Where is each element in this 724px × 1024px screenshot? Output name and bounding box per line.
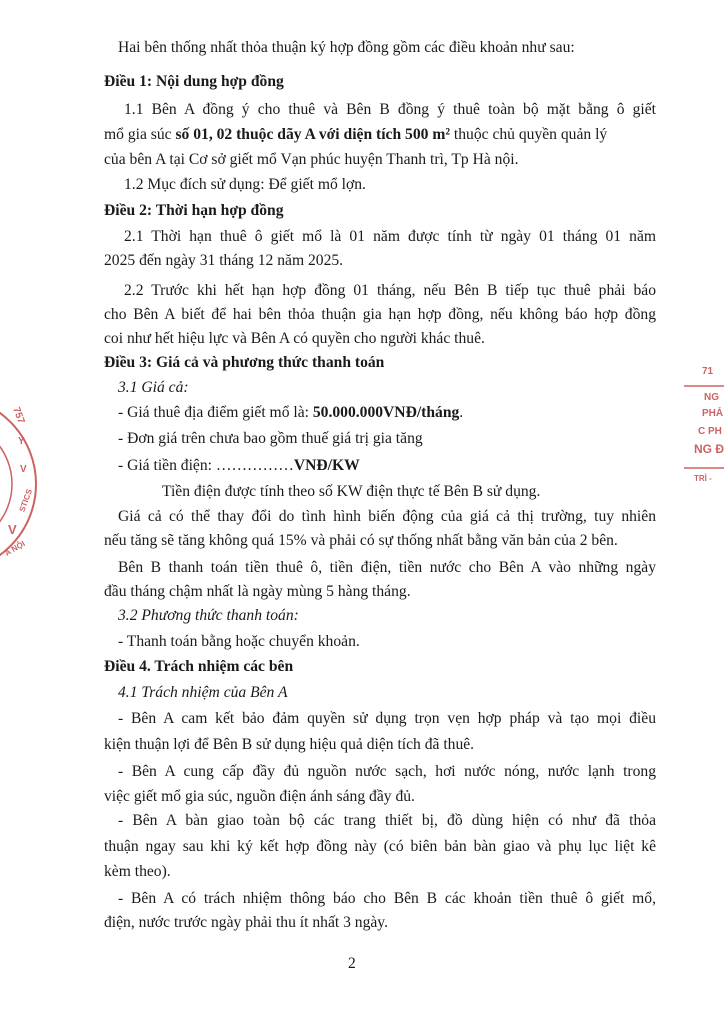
- electricity-note: Tiền điện được tính theo số KW điện thực tế Bên B sử dụng.: [162, 483, 541, 500]
- clause-1-1-line-1: 1.1 Bên A đồng ý cho thuê và Bên B đồng ý thuê toàn bộ mặt bằng ô giết: [124, 101, 656, 118]
- duty-2-line-2: việc giết mổ gia súc, nguồn điện ánh sáng đầy đủ.: [104, 788, 415, 805]
- duty-1-line-2: kiện thuận lợi để Bên B sử dụng hiệu quả diện tích đã thuê.: [104, 736, 475, 753]
- stamp-right-text-4: C PH: [698, 426, 722, 437]
- rent-line: - Giá thuê địa điểm giết mổ là: 50.000.000VNĐ/tháng.: [118, 404, 464, 421]
- intro-line: Hai bên thống nhất thỏa thuận ký hợp đồng gồm các điều khoản như sau:: [118, 39, 575, 56]
- clause-2-2-line-2: cho Bên A biết để hai bên thỏa thuận gia hạn hợp đồng, nếu không báo hợp đồng: [104, 306, 656, 323]
- payment-line-1: Bên B thanh toán tiền thuê ô, tiền điện, tiền nước cho Bên A vào những ngày: [118, 559, 656, 576]
- duty-3-line-1: - Bên A bàn giao toàn bộ các trang thiết bị, đồ dùng hiện có như đã thỏa: [118, 812, 656, 829]
- clause-2-2-line-3: coi như hết hiệu lực và Bên A có quyền cho người khác thuê.: [104, 330, 485, 347]
- electricity-unit: VNĐ/KW: [293, 457, 360, 474]
- stamp-left-text-2: Y: [18, 436, 25, 447]
- article-1-title: Điều 1: Nội dung hợp đồng: [104, 73, 284, 90]
- section-3-2-heading: 3.2 Phương thức thanh toán:: [118, 607, 299, 624]
- price-change-line-1: Giá cả có thể thay đổi do tình hình biến động của giá cả thị trường, tuy nhiên: [118, 508, 656, 525]
- rent-value: 50.000.000VNĐ/tháng: [312, 404, 460, 421]
- plot-area-highlight: số 01, 02 thuộc dãy A với diện tích 500 m²: [175, 126, 451, 143]
- duty-1-line-1: - Bên A cam kết bảo đảm quyền sử dụng trọn vẹn hợp pháp và tạo mọi điều: [118, 710, 656, 727]
- payment-method: - Thanh toán bằng hoặc chuyển khoản.: [118, 633, 360, 650]
- payment-line-2: đầu tháng chậm nhất là ngày mùng 5 hàng tháng.: [104, 583, 411, 600]
- stamp-right-text-1: 71: [702, 366, 714, 377]
- stamp-right-text-3: PHẢ: [702, 408, 724, 419]
- stamp-left-text-4: STICS: [17, 487, 35, 514]
- section-3-1-heading: 3.1 Giá cả:: [118, 379, 189, 396]
- vat-note: - Đơn giá trên chưa bao gồm thuế giá trị gia tăng: [118, 430, 423, 447]
- duty-3-line-3: kèm theo).: [104, 863, 171, 880]
- section-4-1-heading: 4.1 Trách nhiệm của Bên A: [118, 684, 288, 701]
- page-number: 2: [348, 955, 356, 972]
- stamp-left: [0, 404, 42, 564]
- stamp-right-text-5: NG Đ: [694, 442, 724, 456]
- article-4-title: Điều 4. Trách nhiệm các bên: [104, 658, 294, 675]
- stamp-left-text-1: 757: [10, 405, 27, 426]
- duty-2-line-1: - Bên A cung cấp đầy đủ nguồn nước sạch, hơi nước nóng, nước lạnh trong: [118, 763, 656, 780]
- clause-1-1-line-2: mổ gia súc số 01, 02 thuộc dãy A với diện tích 500 m² thuộc chủ quyền quản lý: [104, 126, 608, 143]
- article-2-title: Điều 2: Thời hạn hợp đồng: [104, 202, 284, 219]
- clause-1-1-line-3: của bên A tại Cơ sở giết mổ Vạn phúc huyện Thanh trì, Tp Hà nội.: [104, 151, 519, 168]
- clause-2-2-line-1: 2.2 Trước khi hết hạn hợp đồng 01 tháng, nếu Bên B tiếp tục thuê phải báo: [124, 282, 656, 299]
- stamp-left-text-5: V: [8, 522, 17, 537]
- price-change-line-2: nếu tăng sẽ tăng không quá 15% và phải có sự thống nhất bằng văn bản của 2 bên.: [104, 532, 618, 549]
- stamp-right-text-6: TRÌ -: [694, 474, 712, 483]
- stamp-right: [684, 362, 724, 494]
- article-3-title: Điều 3: Giá cả và phương thức thanh toán: [104, 354, 385, 371]
- clause-2-1-line-1: 2.1 Thời hạn thuê ô giết mổ là 01 năm được tính từ ngày 01 tháng 01 năm: [124, 228, 656, 245]
- clause-1-2: 1.2 Mục đích sử dụng: Để giết mổ lợn.: [124, 176, 366, 193]
- stamp-left-text-3: V: [20, 464, 27, 475]
- duty-3-line-2: thuận ngay sau khi ký kết hợp đồng này (có biên bản bàn giao và phụ lục liệt kê: [104, 838, 656, 855]
- stamp-right-text-2: NG: [704, 392, 719, 403]
- stamp-left-text-6: A NỘI: [3, 539, 27, 558]
- clause-2-1-line-2: 2025 đến ngày 31 tháng 12 năm 2025.: [104, 252, 344, 269]
- duty-4-line-2: điện, nước trước ngày phải thu ít nhất 3 ngày.: [104, 914, 388, 931]
- duty-4-line-1: - Bên A có trách nhiệm thông báo cho Bên B các khoản tiền thuê ô giết mổ,: [118, 890, 656, 907]
- electricity-price-line: - Giá tiền điện: ……………VNĐ/KW: [118, 457, 360, 474]
